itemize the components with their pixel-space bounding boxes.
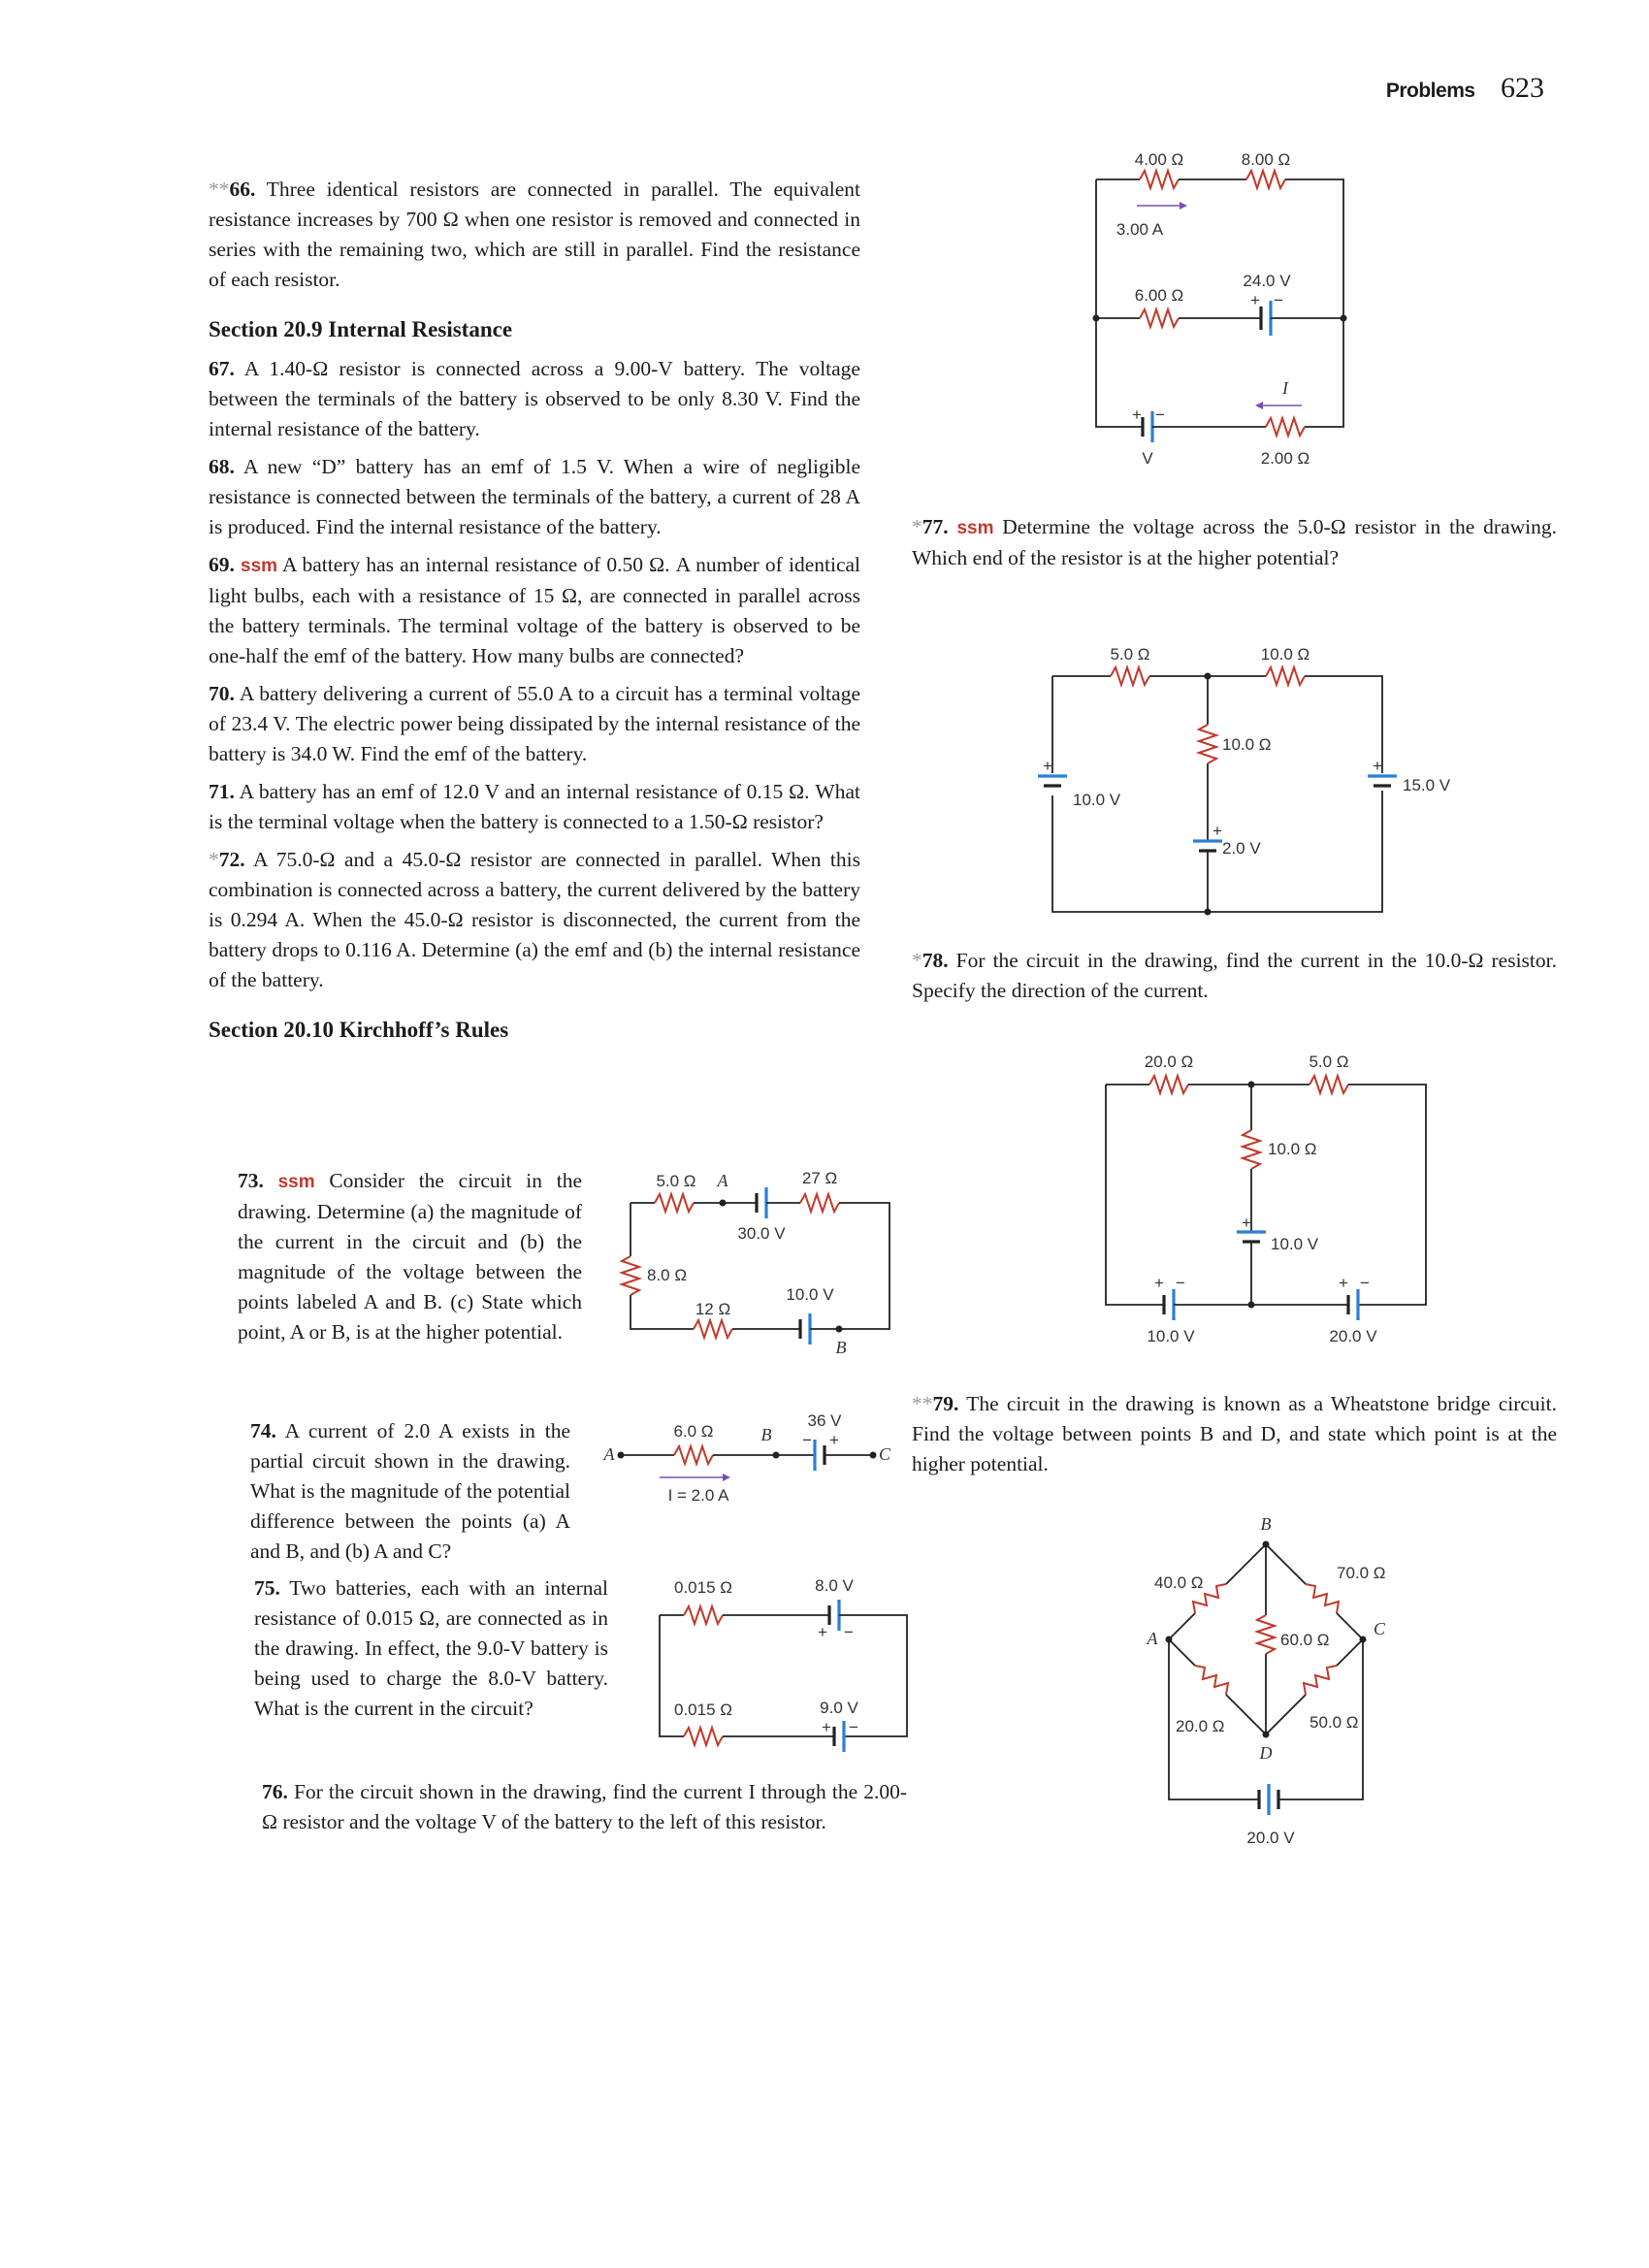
- wire: [1305, 676, 1382, 773]
- label-8ohm: 8.0 Ω: [647, 1266, 688, 1284]
- wire: [1106, 1085, 1164, 1305]
- running-head: Problems: [1385, 80, 1475, 102]
- circuit-diagram: [1028, 635, 1451, 926]
- problem-number: 73.: [238, 1169, 264, 1192]
- node-A: [720, 1200, 727, 1207]
- battery-minus: −: [1274, 291, 1283, 309]
- problem-78: [912, 946, 1557, 1006]
- problem-number: 78.: [922, 949, 949, 972]
- resistor-27ohm: [800, 1194, 839, 1212]
- label-24V: 24.0 V: [1243, 272, 1291, 290]
- battery-plus: +: [1373, 757, 1382, 775]
- problem-67: [209, 354, 860, 444]
- problem-text: The circuit in the drawing is known as a Wheatstone bridge circuit. Find the voltage between points B and D, and state which point is at the higher potential.: [912, 1392, 1557, 1475]
- problem-text: Consider the circuit in the drawing. Determine (a) the magnitude of the current in the circuit and (b) the magnitude of the voltage between the points labeled A and B. (c) State which point, A or B, is at the higher potential.: [238, 1169, 583, 1344]
- label-2V: 2.0 V: [1222, 839, 1261, 858]
- resistor-5ohm: [1310, 1076, 1348, 1093]
- problem-72: [209, 845, 860, 995]
- label-12ohm: 12 Ω: [695, 1300, 731, 1318]
- problem-text: Two batteries, each with an internal resistance of 0.015 Ω, are connected as in the drawing. In effect, the 9.0-V battery is being used to charge the 8.0-V battery. What is the current in the circuit?: [254, 1576, 608, 1720]
- ssm-tag: ssm: [956, 518, 994, 538]
- junction-dot: [1205, 909, 1212, 916]
- label-10V-bottom: 10.0 V: [1147, 1327, 1195, 1345]
- battery-minus: −: [1360, 1274, 1370, 1292]
- label-current: I = 2.0 A: [667, 1486, 729, 1505]
- problem-text: A 1.40-Ω resistor is connected across a 9.00-V battery. The voltage between the terminals of the battery is observed to be only 8.30 V. Find the internal resistance of the battery.: [209, 357, 860, 440]
- circuit-diagram: [616, 1159, 907, 1373]
- resistor-top: [684, 1606, 723, 1624]
- wire: [1285, 179, 1343, 427]
- label-A: A: [1147, 1629, 1158, 1648]
- problem-74: [250, 1416, 570, 1567]
- ssm-tag: ssm: [241, 556, 278, 576]
- resistor-5ohm: [655, 1194, 694, 1212]
- problem-number: 76.: [262, 1780, 288, 1803]
- resistor-bottom: [684, 1728, 723, 1745]
- left-column-top: [209, 175, 860, 1054]
- battery-plus: +: [1154, 1274, 1164, 1292]
- label-5ohm: 5.0 Ω: [1309, 1053, 1349, 1071]
- problem-text: A battery has an internal resistance of 0.50 Ω. A number of identical light bulbs, each with a resistance of 15 Ω, are connected in parallel across the battery terminals. The terminal voltage of the battery is observed to be one-half the emf of the battery. How many bulbs are connected?: [209, 553, 861, 667]
- problem-69: [209, 550, 860, 671]
- problem-number: 69.: [209, 553, 235, 576]
- node-B: [1263, 1541, 1270, 1548]
- label-5ohm: 5.0 Ω: [656, 1172, 696, 1190]
- junction-dot: [1341, 315, 1347, 322]
- battery-plus: +: [822, 1718, 831, 1736]
- battery-plus: +: [1043, 757, 1052, 775]
- problem-76: [262, 1777, 907, 1837]
- current-arrowhead: [1255, 402, 1263, 409]
- battery-plus: +: [1339, 1274, 1348, 1292]
- label-A: A: [717, 1171, 728, 1190]
- wire: [1337, 1613, 1363, 1639]
- problem-text: A current of 2.0 A exists in the partial circuit shown in the drawing. What is the magnitude of the potential difference between the points (a) A and B, and (b) A and C?: [250, 1419, 570, 1563]
- current-arrowhead: [1180, 202, 1187, 210]
- difficulty-stars: *: [209, 848, 219, 871]
- problem-75: [254, 1573, 608, 1724]
- problem-number: 75.: [254, 1576, 280, 1600]
- battery-plus: +: [1212, 822, 1222, 840]
- resistor-6ohm: [674, 1446, 713, 1464]
- problem-79: [912, 1389, 1557, 1479]
- label-27ohm: 27 Ω: [801, 1169, 838, 1187]
- circuit-figure-75: [645, 1562, 936, 1766]
- wire: [1337, 1639, 1363, 1666]
- wire: [1348, 1085, 1426, 1305]
- problem-text: Determine the voltage across the 5.0-Ω resistor in the drawing. Which end of the resistor is at the higher potential?: [912, 515, 1557, 569]
- problem-number: 72.: [218, 848, 245, 871]
- label-20ohm: 20.0 Ω: [1176, 1717, 1225, 1735]
- label-0015ohm-bottom: 0.015 Ω: [674, 1701, 732, 1719]
- page-number: 623: [1501, 72, 1544, 104]
- problem-number: 66.: [229, 178, 256, 201]
- resistor-50ohm: [1304, 1666, 1337, 1695]
- node-C: [1360, 1636, 1367, 1643]
- circuit-diagram: [1125, 1508, 1416, 1858]
- problem-71: [209, 777, 860, 837]
- wire: [630, 1295, 694, 1329]
- circuit-diagram: [1086, 136, 1358, 475]
- node-A: [1166, 1636, 1173, 1643]
- label-10ohm: 10.0 Ω: [1268, 1140, 1317, 1158]
- label-6ohm: 6.0 Ω: [673, 1422, 714, 1441]
- resistor-8ohm: [1246, 171, 1285, 188]
- label-V: V: [1142, 449, 1153, 468]
- label-B: B: [760, 1425, 772, 1444]
- battery-minus: −: [1155, 405, 1165, 424]
- problem-number: 67.: [209, 357, 235, 380]
- problem-77: [912, 512, 1557, 573]
- resistor-20ohm: [1195, 1666, 1228, 1695]
- resistor-5ohm: [1111, 667, 1149, 685]
- label-50ohm: 50.0 Ω: [1310, 1713, 1359, 1732]
- label-3A: 3.00 A: [1116, 220, 1164, 239]
- problem-number: 68.: [209, 455, 235, 478]
- difficulty-stars: *: [912, 949, 922, 972]
- label-0015ohm-top: 0.015 Ω: [674, 1578, 732, 1597]
- resistor-10ohm: [1243, 1130, 1260, 1169]
- problem-text: A new “D” battery has an emf of 1.5 V. When a wire of negligible resistance is connected between the terminals of the battery, a current of 28 A is produced. Find the internal resistance of the battery.: [209, 455, 860, 538]
- resistor-6ohm: [1140, 309, 1179, 327]
- resistor-4ohm: [1140, 171, 1179, 188]
- node-C: [870, 1452, 877, 1459]
- problem-text: A battery delivering a current of 55.0 A to a circuit has a terminal voltage of 23.4 V. The electric power being dissipated by the internal resistance of the battery is 34.0 W. Find the emf of the battery.: [209, 682, 860, 765]
- difficulty-stars: **: [912, 1392, 933, 1415]
- label-10ohm-top: 10.0 Ω: [1260, 645, 1310, 664]
- label-C: C: [1373, 1619, 1386, 1638]
- label-60ohm: 60.0 Ω: [1280, 1631, 1330, 1649]
- problem-number: 79.: [932, 1392, 959, 1415]
- label-40ohm: 40.0 Ω: [1154, 1573, 1204, 1592]
- label-9V: 9.0 V: [820, 1699, 858, 1717]
- ssm-tag: ssm: [277, 1172, 315, 1192]
- resistor-20ohm: [1149, 1076, 1188, 1093]
- junction-dot: [1205, 673, 1212, 680]
- label-6ohm: 6.00 Ω: [1134, 286, 1184, 305]
- problem-66: [209, 175, 860, 295]
- label-8V: 8.0 V: [815, 1576, 854, 1595]
- battery-plus: +: [1250, 291, 1260, 309]
- node-D: [1263, 1732, 1270, 1738]
- label-20ohm: 20.0 Ω: [1144, 1053, 1194, 1071]
- junction-dot: [1248, 1082, 1255, 1088]
- circuit-figure-78: [1091, 1038, 1460, 1348]
- resistor-70ohm: [1306, 1584, 1339, 1613]
- battery-minus: −: [1176, 1274, 1185, 1292]
- circuit-diagram: [592, 1402, 912, 1518]
- circuit-figure-73: [616, 1159, 907, 1373]
- label-C: C: [878, 1444, 891, 1464]
- battery-plus: +: [818, 1623, 827, 1641]
- label-D: D: [1259, 1743, 1273, 1763]
- battery-minus: −: [844, 1623, 854, 1641]
- label-15V: 15.0 V: [1403, 776, 1451, 794]
- label-2ohm: 2.00 Ω: [1260, 449, 1310, 468]
- node-B: [836, 1326, 843, 1333]
- section-heading-20-9: Section 20.9 Internal Resistance: [209, 317, 513, 341]
- circuit-figure-79: [1125, 1508, 1416, 1858]
- resistor-12ohm: [694, 1320, 732, 1338]
- label-20V: 20.0 V: [1329, 1327, 1377, 1345]
- circuit-figure-77: [1028, 635, 1451, 926]
- problem-text: Three identical resistors are connected in parallel. The equivalent resistance increases by 700 Ω when one resistor is removed and connected in series with the remaining two, which are still in parallel. Find the resistance of each resistor.: [209, 178, 860, 291]
- wire: [839, 1203, 889, 1329]
- circuit-figure-76: [1086, 136, 1358, 475]
- circuit-figure-74: [592, 1402, 912, 1518]
- battery-plus: +: [1242, 1214, 1251, 1232]
- battery-minus: −: [849, 1718, 858, 1736]
- current-arrowhead: [723, 1474, 730, 1481]
- label-10V-mid: 10.0 V: [1271, 1235, 1319, 1253]
- resistor-10ohm-top: [1266, 667, 1305, 685]
- label-10V: 10.0 V: [1073, 791, 1121, 809]
- label-70ohm: 70.0 Ω: [1337, 1564, 1386, 1582]
- page-header: [1386, 72, 1544, 105]
- label-10V: 10.0 V: [786, 1285, 834, 1304]
- label-B: B: [1260, 1514, 1272, 1534]
- section-heading-20-10: Section 20.10 Kirchhoff’s Rules: [209, 1018, 509, 1042]
- problem-number: 77.: [922, 515, 949, 538]
- label-5ohm: 5.0 Ω: [1110, 645, 1150, 664]
- problem-number: 74.: [250, 1419, 276, 1442]
- label-8ohm: 8.00 Ω: [1241, 150, 1291, 169]
- resistor-2ohm: [1266, 418, 1305, 436]
- circuit-diagram: [1091, 1038, 1460, 1348]
- problem-73: [238, 1166, 582, 1347]
- label-20V: 20.0 V: [1246, 1829, 1295, 1847]
- circuit-diagram: [645, 1562, 936, 1766]
- problem-text: For the circuit in the drawing, find the current in the 10.0-Ω resistor. Specify the direction of the current.: [912, 949, 1557, 1002]
- battery-minus: −: [802, 1431, 812, 1449]
- wire: [1169, 1639, 1195, 1666]
- resistor-10ohm-mid: [1199, 725, 1216, 763]
- problem-text: For the circuit shown in the drawing, find the current I through the 2.00-Ω resistor and the voltage V of the battery to the left of this resistor.: [262, 1780, 907, 1833]
- label-A: A: [603, 1444, 615, 1464]
- junction-dot: [1093, 315, 1100, 322]
- resistor-8ohm: [622, 1256, 639, 1295]
- label-36V: 36 V: [807, 1411, 842, 1430]
- difficulty-stars: *: [912, 515, 922, 538]
- label-B: B: [835, 1338, 847, 1357]
- resistor-60ohm: [1257, 1615, 1275, 1654]
- label-10ohm-mid: 10.0 Ω: [1222, 735, 1272, 754]
- node-B: [773, 1452, 780, 1459]
- label-4ohm: 4.00 Ω: [1134, 150, 1184, 169]
- problem-70: [209, 679, 860, 769]
- battery-plus: +: [829, 1431, 839, 1449]
- problem-number: 71.: [209, 780, 235, 803]
- label-I: I: [1282, 378, 1288, 398]
- problem-number: 70.: [209, 682, 235, 705]
- problem-68: [209, 452, 860, 542]
- battery-plus: +: [1132, 405, 1142, 424]
- wire: [1169, 1613, 1195, 1639]
- label-30V: 30.0 V: [737, 1224, 786, 1243]
- problem-text: A 75.0-Ω and a 45.0-Ω resistor are connected in parallel. When this combination is connected across a battery, the current delivered by the battery is 0.294 A. When the 45.0-Ω resistor is disconnected, the current from the battery drops to 0.116 A. Determine (a) the emf and (b) the internal resistance of the battery.: [209, 848, 860, 991]
- difficulty-stars: **: [209, 178, 230, 201]
- junction-dot: [1248, 1302, 1255, 1309]
- problem-text: A battery has an emf of 12.0 V and an internal resistance of 0.15 Ω. What is the terminal voltage when the battery is connected to a 1.50-Ω resistor?: [209, 780, 860, 833]
